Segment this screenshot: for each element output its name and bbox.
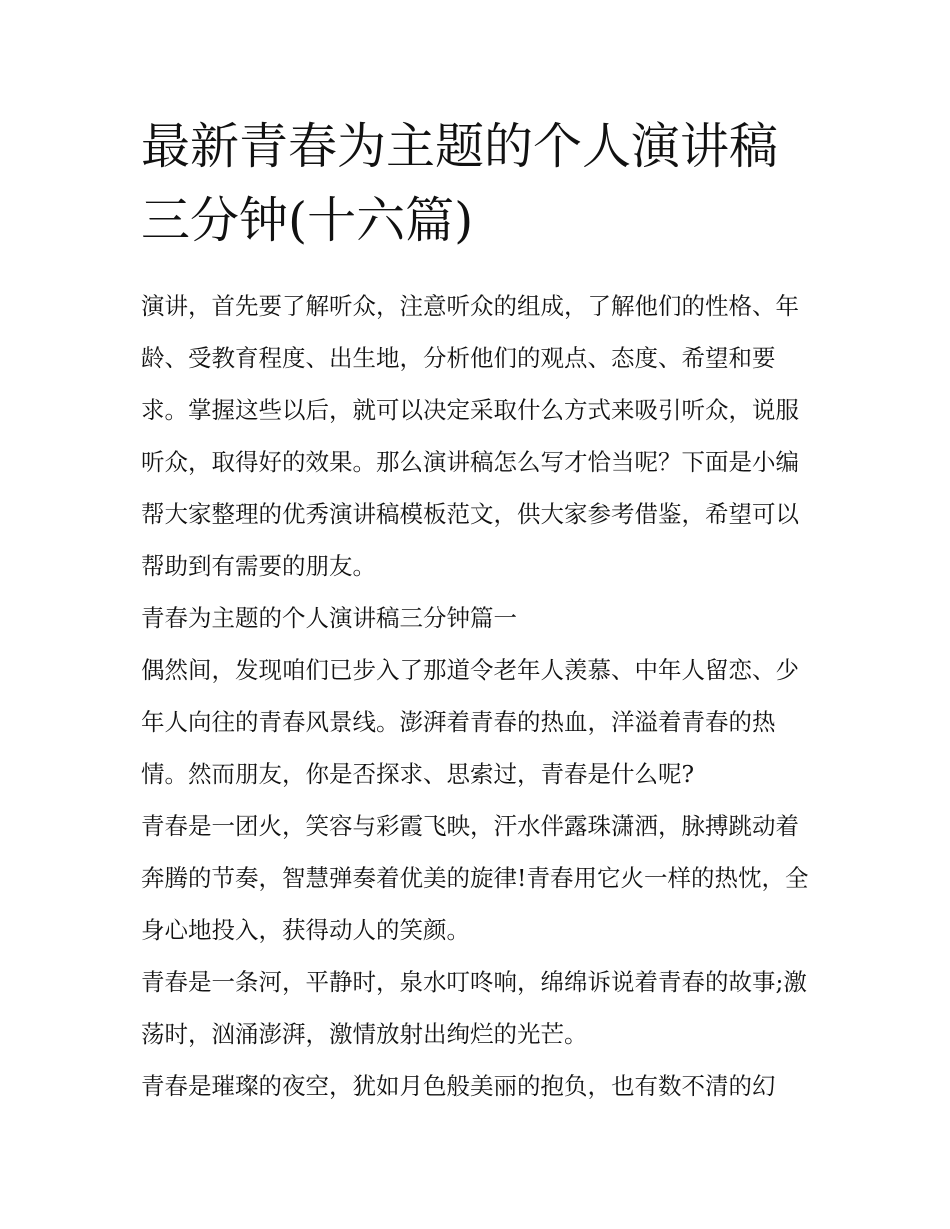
section-heading: 青春为主题的个人演讲稿三分钟篇一 xyxy=(141,604,517,632)
document-title xyxy=(141,110,821,258)
body-paragraph: 青春是一条河，平静时，泉水叮咚响，绵绵诉说着青春的故事;激荡时，汹涌澎湃，激情放射出绚烂的光芒。 xyxy=(141,968,807,1048)
intro-paragraph: 演讲，首先要了解听众，注意听众的组成，了解他们的性格、年龄、受教育程度、出生地，分析他们的观点、态度、希望和要求。掌握这些以后，就可以决定采取什么方式来吸引听众，说服听众，取得好的效果。那么演讲稿怎么写才恰当呢？下面是小编帮大家整理的优秀演讲稿模板范文，供大家参考借鉴，希望可以帮助到有需要的朋友。 xyxy=(141,292,799,580)
document-body xyxy=(141,280,821,1112)
document-page xyxy=(141,110,821,1112)
title-line-1: 最新青春为主题的个人演讲稿 xyxy=(141,118,779,175)
body-paragraph: 青春是一团火，笑容与彩霞飞映，汗水伴露珠潇洒，脉搏跳动着奔腾的节奏，智慧弹奏着优美的旋律!青春用它火一样的热忱，全身心地投入，获得动人的笑颜。 xyxy=(141,812,809,944)
body-paragraph: 青春是璀璨的夜空，犹如月色般美丽的抱负，也有数不清的幻 xyxy=(141,1072,776,1100)
title-line-2: 三分钟(十六篇) xyxy=(141,192,474,249)
body-paragraph: 偶然间，发现咱们已步入了那道令老年人羡慕、中年人留恋、少年人向往的青春风景线。澎湃着青春的热血，洋溢着青春的热情。然而朋友，你是否探求、思索过，青春是什么呢? xyxy=(141,656,799,788)
